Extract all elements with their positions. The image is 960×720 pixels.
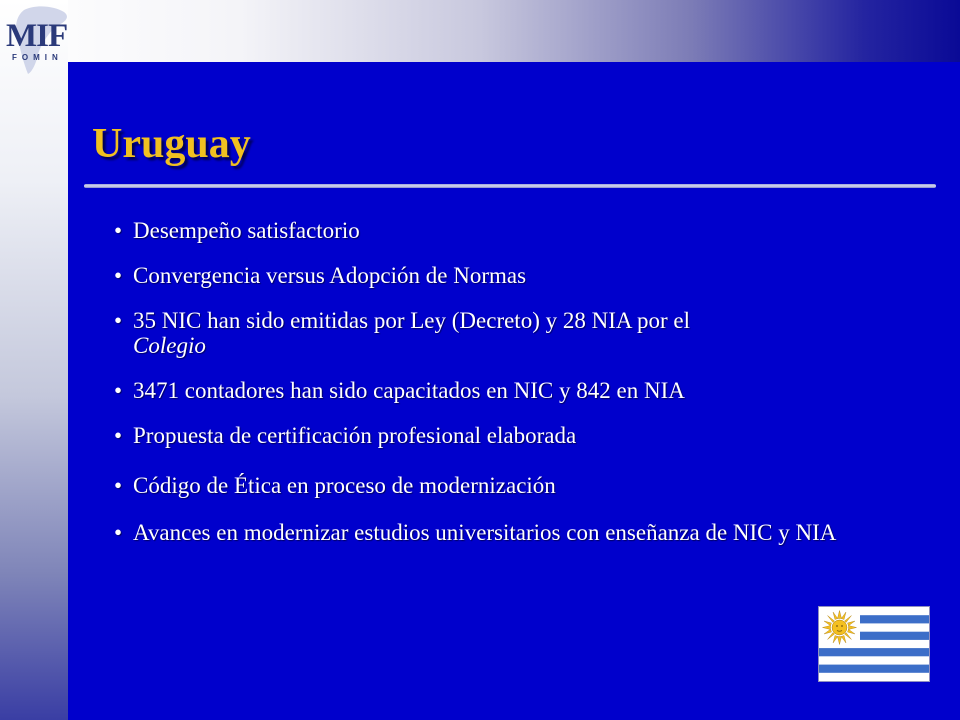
bullet-text: 3471 contadores han sido capacitados en NIC y 842 en NIA (133, 378, 685, 403)
bullet-item (114, 263, 874, 288)
bullet-text: 35 NIC han sido emitidas por Ley (Decreto) y 28 NIA por el (133, 308, 690, 333)
bullet-italic-text: Colegio (133, 333, 206, 358)
logo-subtext: FOMIN (12, 53, 63, 62)
bullet-text: Propuesta de certificación profesional elaborada (133, 423, 577, 448)
bullet-item (114, 473, 874, 498)
bullet-item (114, 378, 874, 403)
bullet-item (114, 423, 874, 448)
bullet-list (114, 218, 874, 545)
left-gradient-bar (0, 0, 68, 720)
sun-icon (823, 611, 857, 645)
bullet-text: Desempeño satisfactorio (133, 218, 360, 243)
uruguay-flag-icon (818, 606, 930, 682)
title-divider (84, 184, 936, 188)
top-gradient-bar (0, 0, 960, 62)
bullet-item (114, 520, 874, 545)
slide-title: Uruguay (92, 121, 251, 167)
bullet-text: Código de Ética en proceso de modernización (133, 473, 556, 498)
bullet-item (114, 218, 874, 243)
bullet-text: Convergencia versus Adopción de Normas (133, 263, 527, 288)
bullet-item (114, 308, 874, 358)
logo-text: MIF (6, 18, 68, 54)
bullet-text: Avances en modernizar estudios universitarios con enseñanza de NIC y NIA (133, 520, 837, 545)
